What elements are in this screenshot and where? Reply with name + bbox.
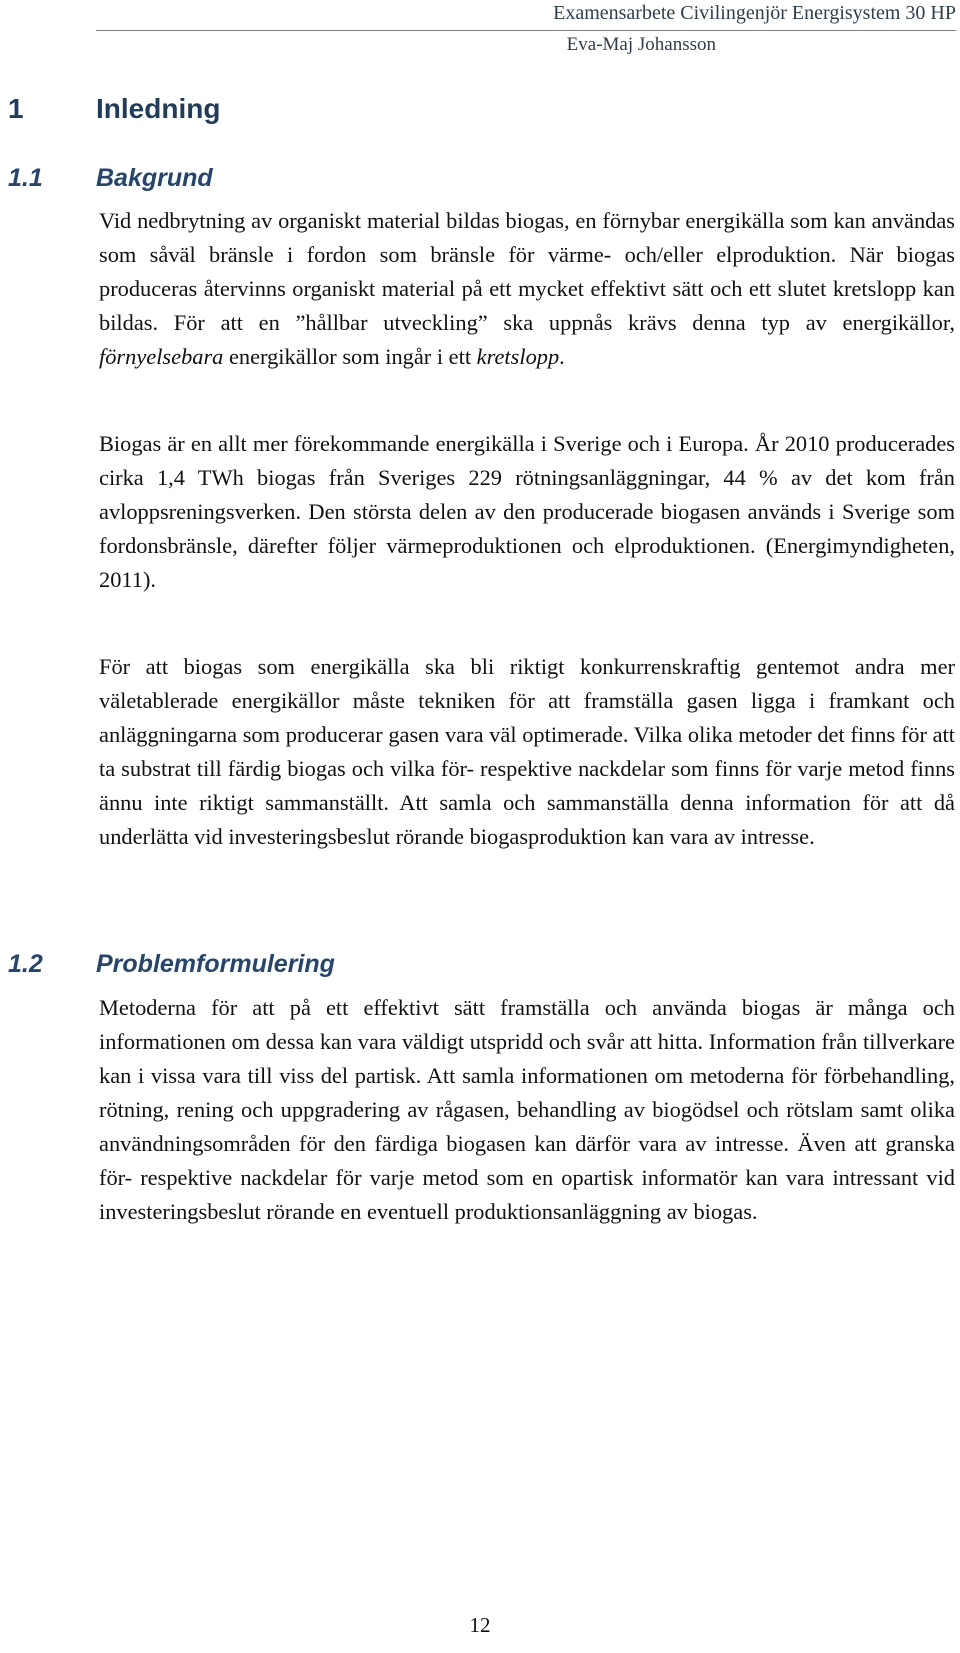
paragraph-bakgrund-3: För att biogas som energikälla ska bli riktigt konkurrenskraftig gentemot andra mer väletablerade energikällor måste tekniken för att framställa gasen ligga i framkant och anläggningarna som producerar gasen vara väl optimerade. Vilka olika metoder det finns för att ta substrat till färdig biogas och vilka för- respektive nackdelar som finns för varje metod finns ännu inte riktigt sammanställt. Att samla och sammanställa denna information för att då underlätta vid investeringsbeslut rörande biogasproduktion kan vara av intresse. xyxy=(99,654,955,849)
paragraph-text: energikällor som ingår i ett xyxy=(223,344,477,369)
section-number: 1.2 xyxy=(8,950,43,978)
paragraph-bakgrund-2: Biogas är en allt mer förekommande energikälla i Sverige och i Europa. År 2010 producerades cirka 1,4 TWh biogas från Sveriges 229 rötningsanläggningar, 44 % av det kom från avloppsreningsverken. Den största delen av den producerade biogasen används i Sverige som fordonsbränsle, därefter följer värmeproduktionen och elproduktionen. (Energimyndigheten, 2011). xyxy=(99,431,955,592)
paragraph-text: . xyxy=(559,344,565,369)
paragraph-text: Vid nedbrytning av organiskt material bildas biogas, en förnybar energikälla som kan användas som såväl bränsle i fordon som bränsle för värme- och/eller elproduktion. När biogas produceras återvinns organiskt material på ett mycket effektivt sätt och ett slutet kretslopp kan bildas. För att en ”hållbar utveckling” ska uppnås krävs denna typ av energikällor, xyxy=(99,208,955,335)
header-thesis-title: Examensarbete Civilingenjör Energisystem 30 HP xyxy=(553,2,956,24)
emphasis-fornyelsebara: förnyelsebara xyxy=(99,344,224,369)
section-title: Bakgrund xyxy=(96,164,213,192)
paragraph-problemformulering-1: Metoderna för att på ett effektivt sätt framställa och använda biogas är många och informationen om dessa kan vara väldigt utspridd och svår att hitta. Information från tillverkare kan i vissa vara till viss del partisk. Att samla informationen om metoderna för förbehandling, rötning, rening och uppgradering av rågasen, behandling av biogödsel och rötslam samt olika användningsområden för den färdiga biogasen kan därför vara av intresse. Även att granska för- respektive nackdelar för varje metod som en opartisk informatör kan vara intressant vid investeringsbeslut rörande en eventuell produktionsanläggning av biogas. xyxy=(99,995,955,1224)
emphasis-kretslopp: kretslopp xyxy=(476,344,560,369)
page-number: 12 xyxy=(469,1613,491,1637)
section-title: Problemformulering xyxy=(96,950,335,978)
chapter-title: Inledning xyxy=(96,93,221,124)
section-heading-problemformulering xyxy=(8,948,335,980)
header-author: Eva-Maj Johansson xyxy=(566,34,716,55)
paragraph-bakgrund-1 xyxy=(99,204,955,374)
chapter-heading xyxy=(8,92,220,126)
page-header xyxy=(96,0,956,55)
section-number: 1.1 xyxy=(8,164,43,192)
section-heading-bakgrund xyxy=(8,162,213,194)
chapter-number: 1 xyxy=(8,93,24,124)
